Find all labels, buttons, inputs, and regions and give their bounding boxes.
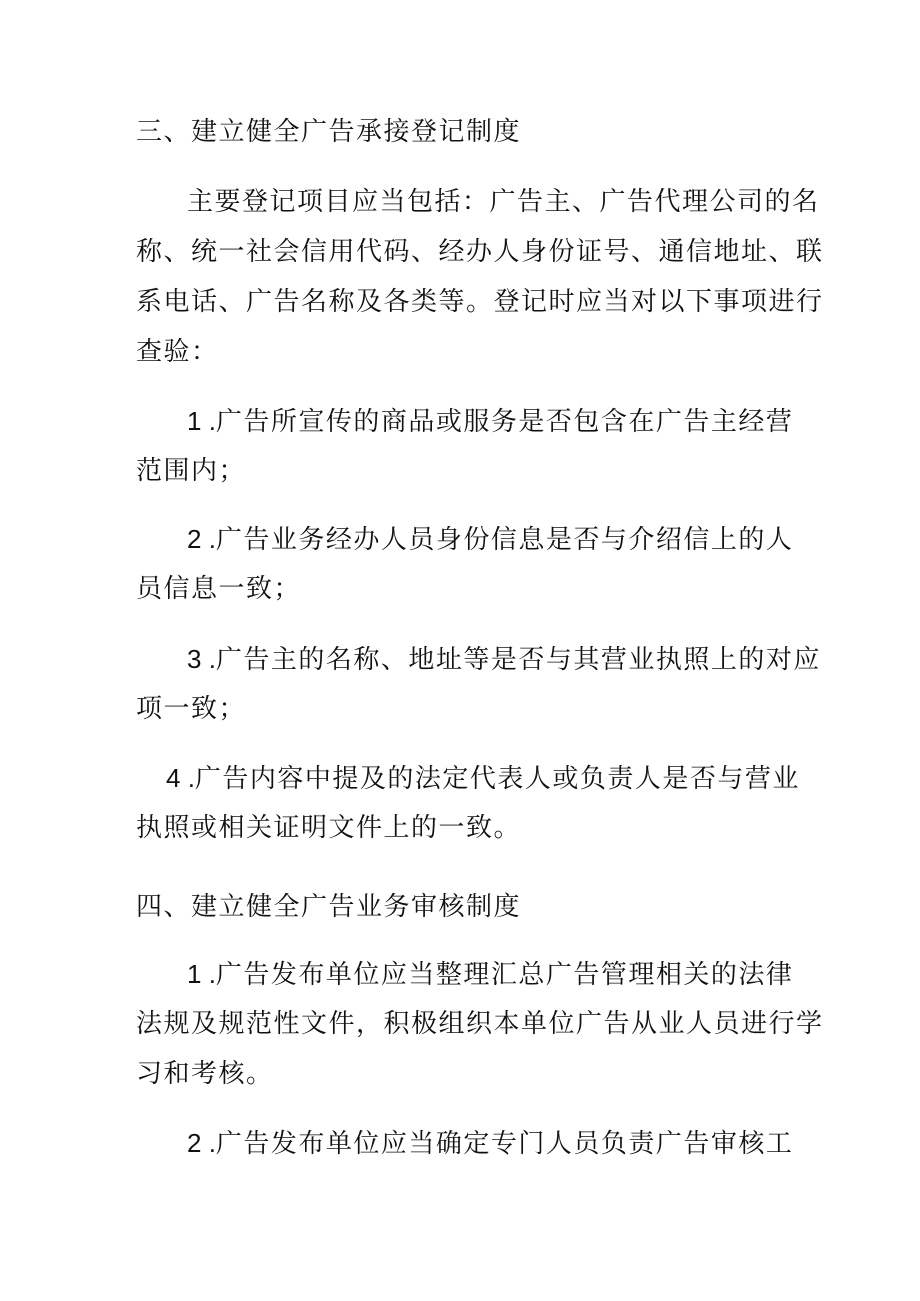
list-item-text: 广告发布单位应当整理汇总广告管理相关的法律 xyxy=(215,960,794,990)
paragraph-line: 查验： xyxy=(136,337,219,367)
list-item-3: 3 .广告主的名称、地址等是否与其营业执照上的对应 xyxy=(187,644,821,675)
list-item-text: 广告主的名称、地址等是否与其营业执照上的对应 xyxy=(215,645,821,675)
list-item-continuation: 员信息一致； xyxy=(136,574,302,604)
list-item-number: 4 xyxy=(166,763,181,793)
list-item-continuation: 法规及规范性文件，积极组织本单位广告从业人员进行学 xyxy=(136,1009,824,1039)
list-item-continuation: 项一致； xyxy=(136,694,247,724)
list-item-number: 1 xyxy=(187,959,202,989)
list-item-number: 1 xyxy=(187,406,202,436)
list-item-continuation: 习和考核。 xyxy=(136,1059,274,1089)
list-item-text: 广告业务经办人员身份信息是否与介绍信上的人 xyxy=(215,525,794,555)
list-item-1: 1 .广告发布单位应当整理汇总广告管理相关的法律 xyxy=(187,959,794,990)
list-item-number: 2 xyxy=(187,1128,202,1158)
list-item-continuation: 执照或相关证明文件上的一致。 xyxy=(136,813,522,843)
list-item-number: 2 xyxy=(187,524,202,554)
paragraph-line: 称、统一社会信用代码、经办人身份证号、通信地址、联 xyxy=(136,237,824,267)
section-heading-3: 三、建立健全广告承接登记制度 xyxy=(136,117,522,147)
list-item-2: 2 .广告业务经办人员身份信息是否与介绍信上的人 xyxy=(187,524,794,555)
paragraph-line: 系电话、广告名称及各类等。登记时应当对以下事项进行 xyxy=(136,287,824,317)
list-item-number: 3 xyxy=(187,644,202,674)
list-item-text: 广告内容中提及的法定代表人或负责人是否与营业 xyxy=(194,764,800,794)
list-item-1: 1 .广告所宣传的商品或服务是否包含在广告主经营 xyxy=(187,406,794,437)
list-item-2: 2 .广告发布单位应当确定专门人员负责广告审核工 xyxy=(187,1128,794,1159)
paragraph-line: 主要登记项目应当包括：广告主、广告代理公司的名 xyxy=(187,187,820,217)
list-item-4: 4 .广告内容中提及的法定代表人或负责人是否与营业 xyxy=(166,763,800,794)
list-item-continuation: 范围内； xyxy=(136,456,247,486)
list-item-text: 广告所宣传的商品或服务是否包含在广告主经营 xyxy=(215,407,794,437)
section-heading-4: 四、建立健全广告业务审核制度 xyxy=(136,892,522,922)
list-item-text: 广告发布单位应当确定专门人员负责广告审核工 xyxy=(215,1129,794,1159)
